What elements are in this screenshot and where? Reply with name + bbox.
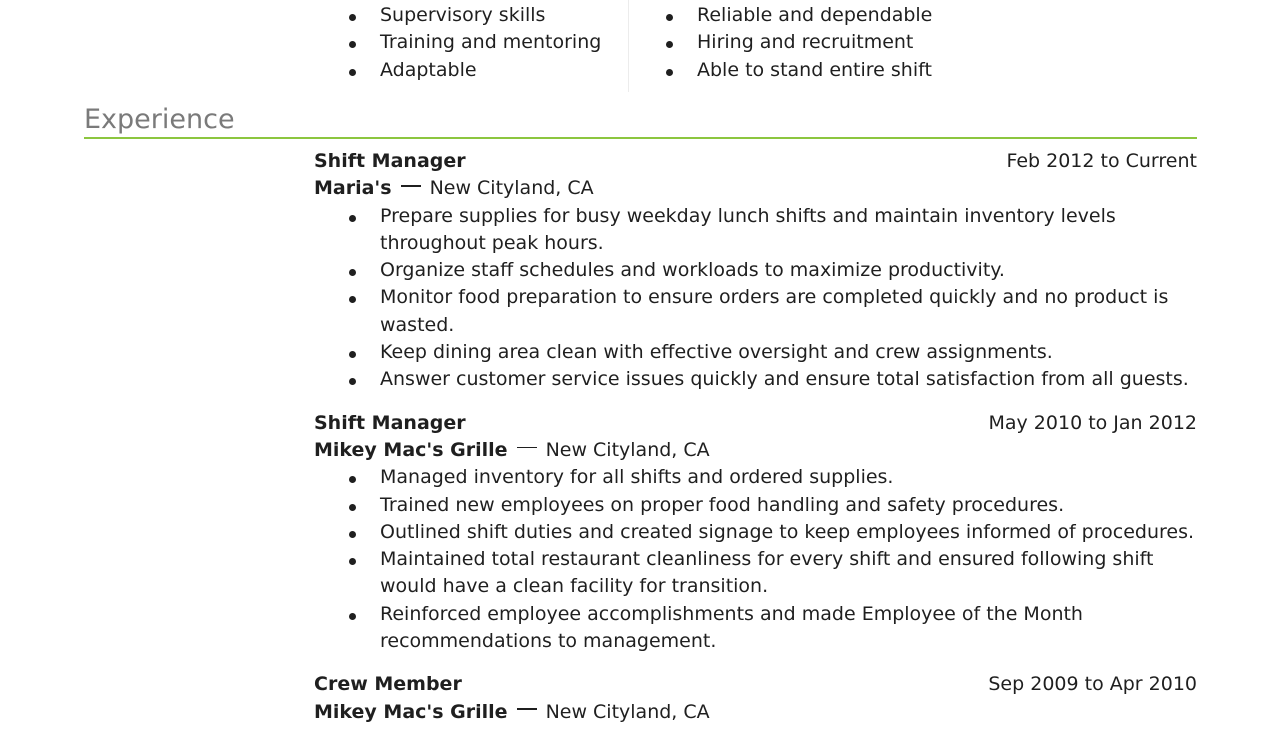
skill-item: Hiring and recruitment (697, 29, 932, 56)
skills-column-left (380, 2, 601, 84)
skills-section (0, 0, 1280, 100)
employer-name: Mikey Mac's Grille (314, 438, 508, 461)
duty-list (314, 464, 1197, 655)
duty-item: Monitor food preparation to ensure orders are completed quickly and no product is wasted. (380, 284, 1197, 339)
job-title: Shift Manager (314, 411, 466, 434)
job-title: Crew Member (314, 673, 462, 696)
em-dash-separator (517, 447, 537, 449)
duty-list (314, 203, 1197, 394)
job-title: Shift Manager (314, 150, 466, 172)
job-entry (314, 148, 1197, 394)
section-divider (84, 137, 1197, 139)
em-dash-separator (517, 708, 537, 710)
duty-item: Managed inventory for all shifts and ordered supplies. (380, 464, 1197, 491)
skill-item: Adaptable (380, 57, 601, 84)
duty-item: Prepare supplies for busy weekday lunch shifts and maintain inventory levels throughout peak hours. (380, 203, 1197, 258)
job-dates: Sep 2009 to Apr 2010 (988, 673, 1197, 696)
skills-column-right (697, 2, 932, 84)
duty-item: Answer customer service issues quickly and ensure total satisfaction from all guests. (380, 366, 1197, 393)
job-employer-line (314, 437, 1197, 464)
duty-item: Reinforced employee accomplishments and made Employee of the Month recommendations to management. (380, 601, 1197, 656)
skill-item: Able to stand entire shift (697, 57, 932, 84)
employer-name: Mikey Mac's Grille (314, 700, 508, 723)
job-dates: May 2010 to Jan 2012 (988, 411, 1197, 434)
job-header (314, 148, 1197, 175)
job-entry (314, 671, 1197, 726)
job-header (314, 671, 1197, 698)
job-dates: Feb 2012 to Current (1006, 150, 1197, 172)
job-header (314, 410, 1197, 437)
job-location: New Cityland, CA (545, 438, 710, 461)
employer-name: Maria's (314, 177, 392, 200)
experience-list (314, 148, 1197, 742)
job-location: New Cityland, CA (545, 700, 710, 723)
duty-item: Organize staff schedules and workloads to maximize productivity. (380, 257, 1197, 284)
skills-column-divider (628, 0, 629, 92)
skill-item: Reliable and dependable (697, 2, 932, 29)
em-dash-separator (401, 185, 421, 187)
job-employer-line (314, 699, 1197, 726)
job-employer-line (314, 175, 1197, 202)
duty-item: Keep dining area clean with effective oversight and crew assignments. (380, 339, 1197, 366)
duty-item: Outlined shift duties and created signage to keep employees informed of procedures. (380, 519, 1197, 546)
duty-item: Trained new employees on proper food handling and safety procedures. (380, 492, 1197, 519)
skill-item: Training and mentoring (380, 29, 601, 56)
skill-item: Supervisory skills (380, 2, 601, 29)
job-location: New Cityland, CA (429, 177, 594, 200)
duty-item: Maintained total restaurant cleanliness for every shift and ensured following shift would have a clean facility for transition. (380, 546, 1197, 601)
experience-heading: Experience (84, 104, 235, 135)
job-entry (314, 410, 1197, 656)
